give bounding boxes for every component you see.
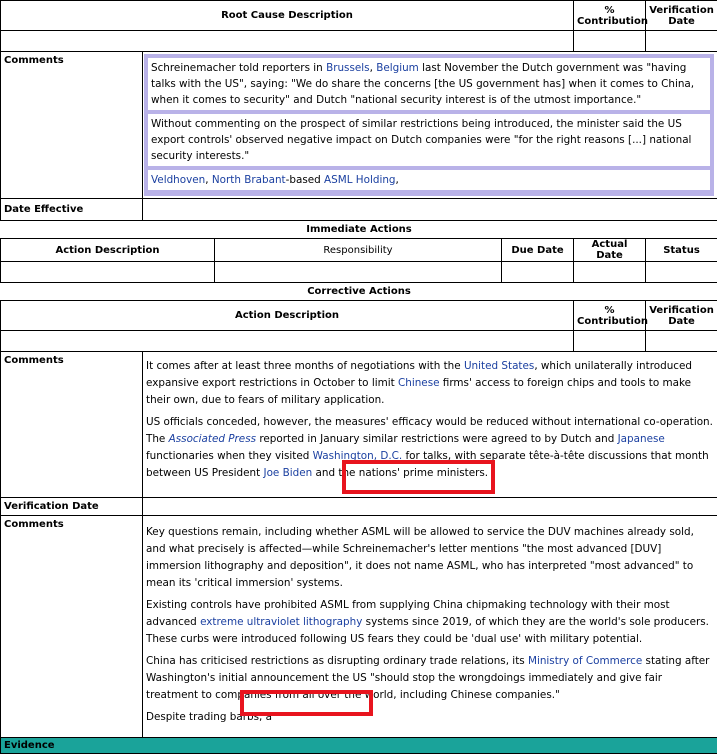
link-washington-dc[interactable]: Washington, D.C. — [313, 450, 403, 462]
verification-date-label: Verification Date — [1, 498, 143, 516]
link-ministry-of-commerce[interactable]: Ministry of Commerce — [528, 655, 642, 667]
highlight-box — [342, 460, 495, 494]
link-asml-holding[interactable]: ASML Holding — [324, 174, 395, 186]
comments-highlight-box — [144, 54, 714, 196]
comment-paragraph: The Associated Press reported in January similar restrictions were agreed to by Dutch and Japanese functionaries when they visited Washington, D.C. for talks, with separate tête-à-tête discussions that month between US President Joe Biden and the nations' prime ministers. — [146, 431, 714, 482]
highlight-box — [240, 690, 373, 716]
comment-paragraph: It comes after at least three months of negotiations with the United States, which unilaterally introduced expansive export restrictions in October to limit Chinese firms' access to foreign chips and tools to make their own, due to fears of military application. — [146, 358, 714, 409]
pct-contribution-header: % Contribution — [574, 1, 646, 31]
immediate-actions-title: Immediate Actions — [1, 221, 717, 239]
verification-date-field[interactable] — [143, 498, 717, 516]
date-effective-input[interactable] — [143, 199, 717, 221]
comments-cell — [143, 52, 717, 199]
corrective-actions-title: Corrective Actions — [1, 283, 717, 301]
corrective-action-input[interactable] — [1, 331, 574, 352]
link-united-states[interactable]: United States — [464, 360, 534, 372]
corrective-verification-date-input[interactable] — [646, 331, 717, 352]
corrective-pct-input[interactable] — [574, 331, 646, 352]
evidence-label: Evidence — [1, 738, 717, 754]
link-associated-press[interactable]: Associated Press — [169, 433, 256, 445]
link-belgium[interactable]: Belgium — [376, 62, 419, 74]
corrective-action-description-header: Action Description — [1, 301, 574, 331]
due-date-header: Due Date — [502, 239, 574, 262]
comment-paragraph: Existing controls have prohibited ASML from supplying China chipmaking technology with their most advanced extreme ultraviolet lithography systems since 2019, of which they are the world's sole producers. These curbs were introduced following US fears they could be 'dual use' with military potential. — [146, 597, 714, 648]
root-cause-header: Root Cause Description — [1, 1, 574, 31]
date-effective-label: Date Effective — [1, 199, 143, 221]
status-input[interactable] — [646, 262, 717, 283]
verification-date-header: Verification Date — [646, 1, 717, 31]
verification-date-input[interactable] — [646, 31, 717, 52]
comment-paragraph: Veldhoven, North Brabant-based ASML Holding, — [148, 170, 710, 190]
comments-label: Comments — [1, 52, 143, 199]
comments-label: Comments — [1, 516, 143, 738]
comments-cell — [143, 352, 717, 498]
link-north-brabant[interactable]: North Brabant — [212, 174, 286, 186]
link-brussels[interactable]: Brussels — [326, 62, 370, 74]
root-cause-input[interactable] — [1, 31, 574, 52]
responsibility-header: Responsibility — [215, 239, 502, 262]
comment-paragraph: Without commenting on the prospect of similar restrictions being introduced, the minister said the US export controls' observed negative impact on Dutch companies were "for the right reasons [...] national security interests." — [148, 114, 710, 166]
comments-cell — [143, 516, 717, 738]
corrective-pct-header: % Contribution — [574, 301, 646, 331]
link-euv-lithography[interactable]: extreme ultraviolet lithography — [200, 616, 362, 628]
comment-paragraph: Schreinemacher told reporters in Brussels, Belgium last November the Dutch government was "having talks with the US", saying: "We do share the concerns [the US government has] when it comes to China, when it comes to security" and Dutch "national security interest is of the utmost importance." — [148, 58, 710, 110]
link-joe-biden[interactable]: Joe Biden — [264, 467, 313, 479]
comment-paragraph: Despite trading barbs, a — [146, 709, 714, 726]
link-japanese[interactable]: Japanese — [618, 433, 665, 445]
pct-contribution-input[interactable] — [574, 31, 646, 52]
comment-paragraph: China has criticised restrictions as disrupting ordinary trade relations, its Ministry of Commerce stating after Washington's initial announcement the US "should stop the wrongdoings immediately and give fair treatment to companies from all over the world, including Chinese companies." — [146, 653, 714, 704]
due-date-input[interactable] — [502, 262, 574, 283]
actual-date-header: Actual Date — [574, 239, 646, 262]
link-veldhoven[interactable]: Veldhoven — [151, 174, 205, 186]
corrective-verification-date-header: Verification Date — [646, 301, 717, 331]
actual-date-input[interactable] — [574, 262, 646, 283]
action-description-header: Action Description — [1, 239, 215, 262]
action-description-input[interactable] — [1, 262, 215, 283]
comment-paragraph: Key questions remain, including whether ASML will be allowed to service the DUV machines already sold, and what precisely is affected—while Schreinemacher's letter mentions "the most advanced [DUV] immersion lithography and deposition", it does not name ASML, who has interpreted "most advanced" to mean its 'critical immersion' systems. — [146, 524, 714, 592]
comments-label: Comments — [1, 352, 143, 498]
link-chinese[interactable]: Chinese — [398, 377, 440, 389]
comment-paragraph: US officials conceded, however, the measures' efficacy would be reduced without international co-operation. — [146, 414, 714, 431]
responsibility-input[interactable] — [215, 262, 502, 283]
status-header: Status — [646, 239, 717, 262]
